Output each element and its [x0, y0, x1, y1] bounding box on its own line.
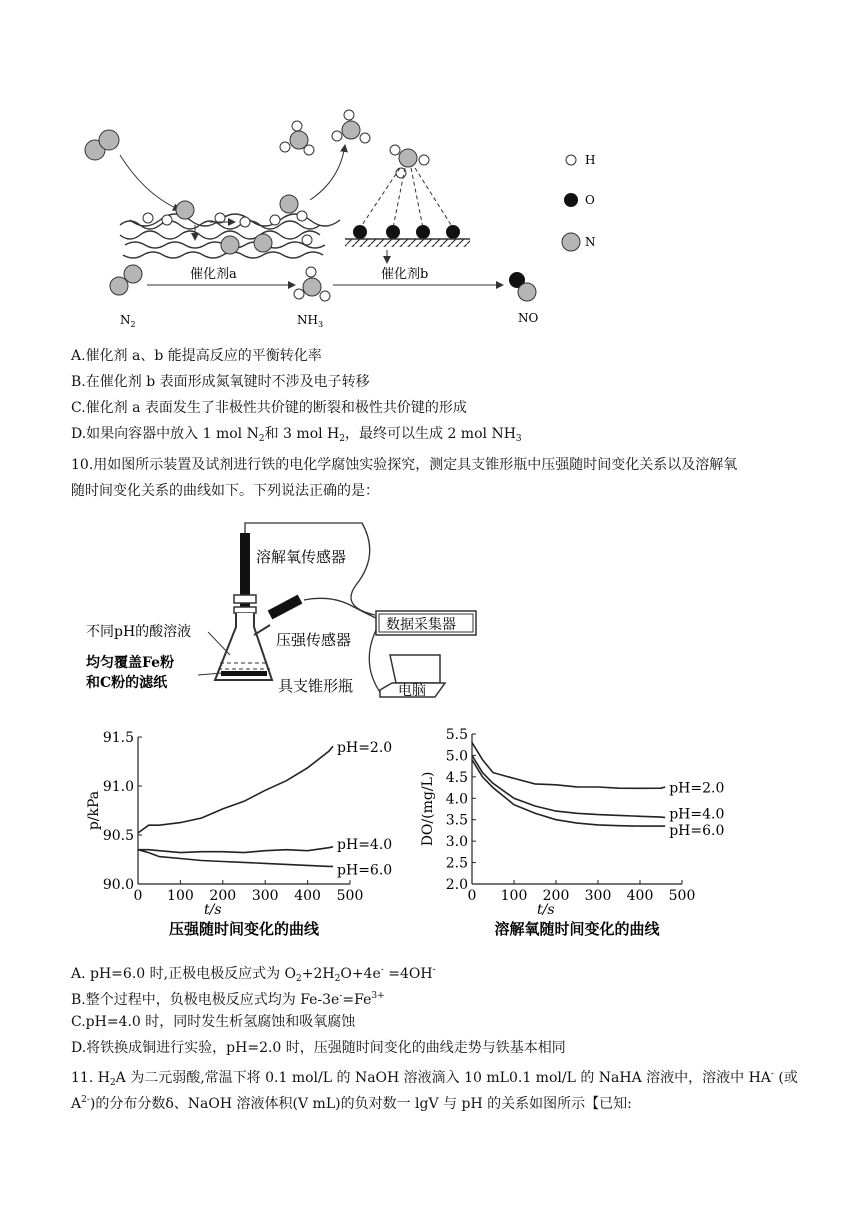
- y-tick-label: 4.5: [445, 769, 468, 786]
- y-tick-label: 2.5: [445, 855, 468, 872]
- x-tick-label: 500: [668, 888, 696, 904]
- svg-text:O: O: [585, 193, 595, 207]
- y-tick-label: 4.0: [445, 791, 468, 808]
- y-tick-label: 5.5: [445, 727, 468, 743]
- apparatus-figure: [80, 515, 510, 710]
- y-tick-label: 90.5: [102, 828, 134, 844]
- x-tick-label: 200: [542, 888, 570, 904]
- y-tick-label: 91.0: [102, 779, 134, 795]
- acid-solution-label: 不同pH的酸溶液: [86, 624, 192, 640]
- series-label-pH=4.0: pH=4.0: [337, 836, 393, 853]
- y-tick-label: 91.5: [102, 730, 134, 746]
- catalyst-a-label: 催化剂a: [190, 267, 237, 282]
- series-line-pH=4.0: [138, 847, 333, 853]
- q10-option-d: D.将铁换成铜进行实验，pH=2.0 时，压强随时间变化的曲线走势与铁基本相同: [71, 1040, 566, 1056]
- y-tick-label: 5.0: [445, 748, 468, 765]
- filter-paper-label-1: 均匀覆盖Fe粉: [86, 655, 175, 671]
- x-tick-label: 100: [500, 888, 528, 904]
- x-tick-label: 300: [584, 888, 612, 904]
- y-tick-label: 90.0: [102, 877, 134, 893]
- catalyst-b-label: 催化剂b: [381, 267, 429, 282]
- x-tick-label: 500: [336, 888, 364, 904]
- y-tick-label: 3.0: [445, 834, 468, 851]
- q10-stem-line1: 10.用如图所示装置及试剂进行铁的电化学腐蚀实验探究，测定具支锥形瓶中压强随时间变化关系以及溶解氧: [71, 457, 738, 473]
- x-tick-label: 300: [251, 888, 279, 904]
- dissolved-oxygen-chart: [420, 722, 760, 952]
- x-tick-label: 0: [467, 888, 477, 904]
- q9-option-b: B.在催化剂 b 表面形成氮氧键时不涉及电子转移: [71, 374, 370, 390]
- series-label-pH=4.0: pH=4.0: [669, 806, 725, 823]
- q10-option-c: C.pH=4.0 时，同时发生析氢腐蚀和吸氧腐蚀: [71, 1014, 356, 1030]
- flask-label: 具支锥形瓶: [278, 677, 354, 695]
- q9-option-d: D.如果向容器中放入 1 mol $N_2$和 3 mol $H_2$，最终可以生成 2 mol $NH_3$: [71, 426, 522, 444]
- x-tick-label: 400: [294, 888, 321, 904]
- x-axis-label: t/s: [537, 902, 555, 918]
- x-tick-label: 200: [209, 888, 237, 904]
- q11-line2: $A^{2-}$)的分布分数δ、NaOH 溶液体积(V mL)的负对数一 lgV 与 pH 的关系如图所示【已知:: [71, 1095, 632, 1112]
- chart-title: 溶解氧随时间变化的曲线: [494, 920, 660, 938]
- atom-legend: [562, 153, 596, 251]
- q9-option-a: A.催化剂 a、b 能提高反应的平衡转化率: [71, 348, 322, 364]
- series-label-pH=2.0: pH=2.0: [337, 739, 393, 756]
- catalysis-scheme-figure: [75, 100, 635, 330]
- filter-paper-label-2: 和C粉的滤纸: [86, 675, 168, 691]
- pressure-sensor-label: 压强传感器: [276, 631, 352, 649]
- x-tick-label: 400: [626, 888, 654, 904]
- y-tick-label: 2.0: [445, 877, 468, 893]
- dissolved-oxygen-sensor-label: 溶解氧传感器: [256, 548, 347, 566]
- q10-stem-line2: 随时间变化关系的曲线如下。下列说法正确的是：: [71, 483, 379, 499]
- x-tick-label: 0: [133, 888, 143, 904]
- series-label-pH=6.0: pH=6.0: [337, 862, 393, 879]
- chart-title: 压强随时间变化的曲线: [168, 920, 320, 938]
- n2-label: $N_2$: [120, 313, 136, 329]
- series-label-pH=2.0: pH=2.0: [669, 780, 725, 797]
- x-tick-label: 100: [167, 888, 194, 904]
- no-label: NO: [518, 311, 539, 325]
- q9-option-c: C.催化剂 a 表面发生了非极性共价键的断裂和极性共价键的形成: [71, 400, 467, 416]
- nh3-label: $NH_3$: [297, 313, 324, 329]
- y-axis-label: DO/(mg/L): [420, 771, 436, 847]
- y-axis-label: p/kPa: [86, 790, 102, 831]
- pressure-chart: [80, 722, 420, 952]
- data-collector-label: 数据采集器: [386, 617, 456, 633]
- q11-line1: 11. $H_2A$ 为二元弱酸,常温下将 0.1 mol/L 的 NaOH 溶液滴入 10 mL0.1 mol/L 的 NaHA 溶液中，溶液中 HA- (或: [71, 1069, 798, 1088]
- series-line-pH=2.0: [472, 743, 665, 789]
- x-axis-label: t/s: [204, 902, 222, 918]
- series-label-pH=6.0: pH=6.0: [669, 823, 725, 840]
- computer-label: 电脑: [398, 683, 426, 699]
- svg-text:N: N: [585, 235, 596, 249]
- svg-text:H: H: [585, 153, 596, 167]
- q10-option-b: B.整个过程中，负极电极反应式均为 $Fe-3e^-=Fe^{3+}$: [71, 991, 385, 1008]
- q10-option-a: A. pH=6.0 时,正极电极反应式为 $O_2+2H_2O+4e^- =4OH^-$: [71, 965, 436, 984]
- series-line-pH=2.0: [138, 746, 333, 833]
- y-tick-label: 3.5: [445, 812, 468, 829]
